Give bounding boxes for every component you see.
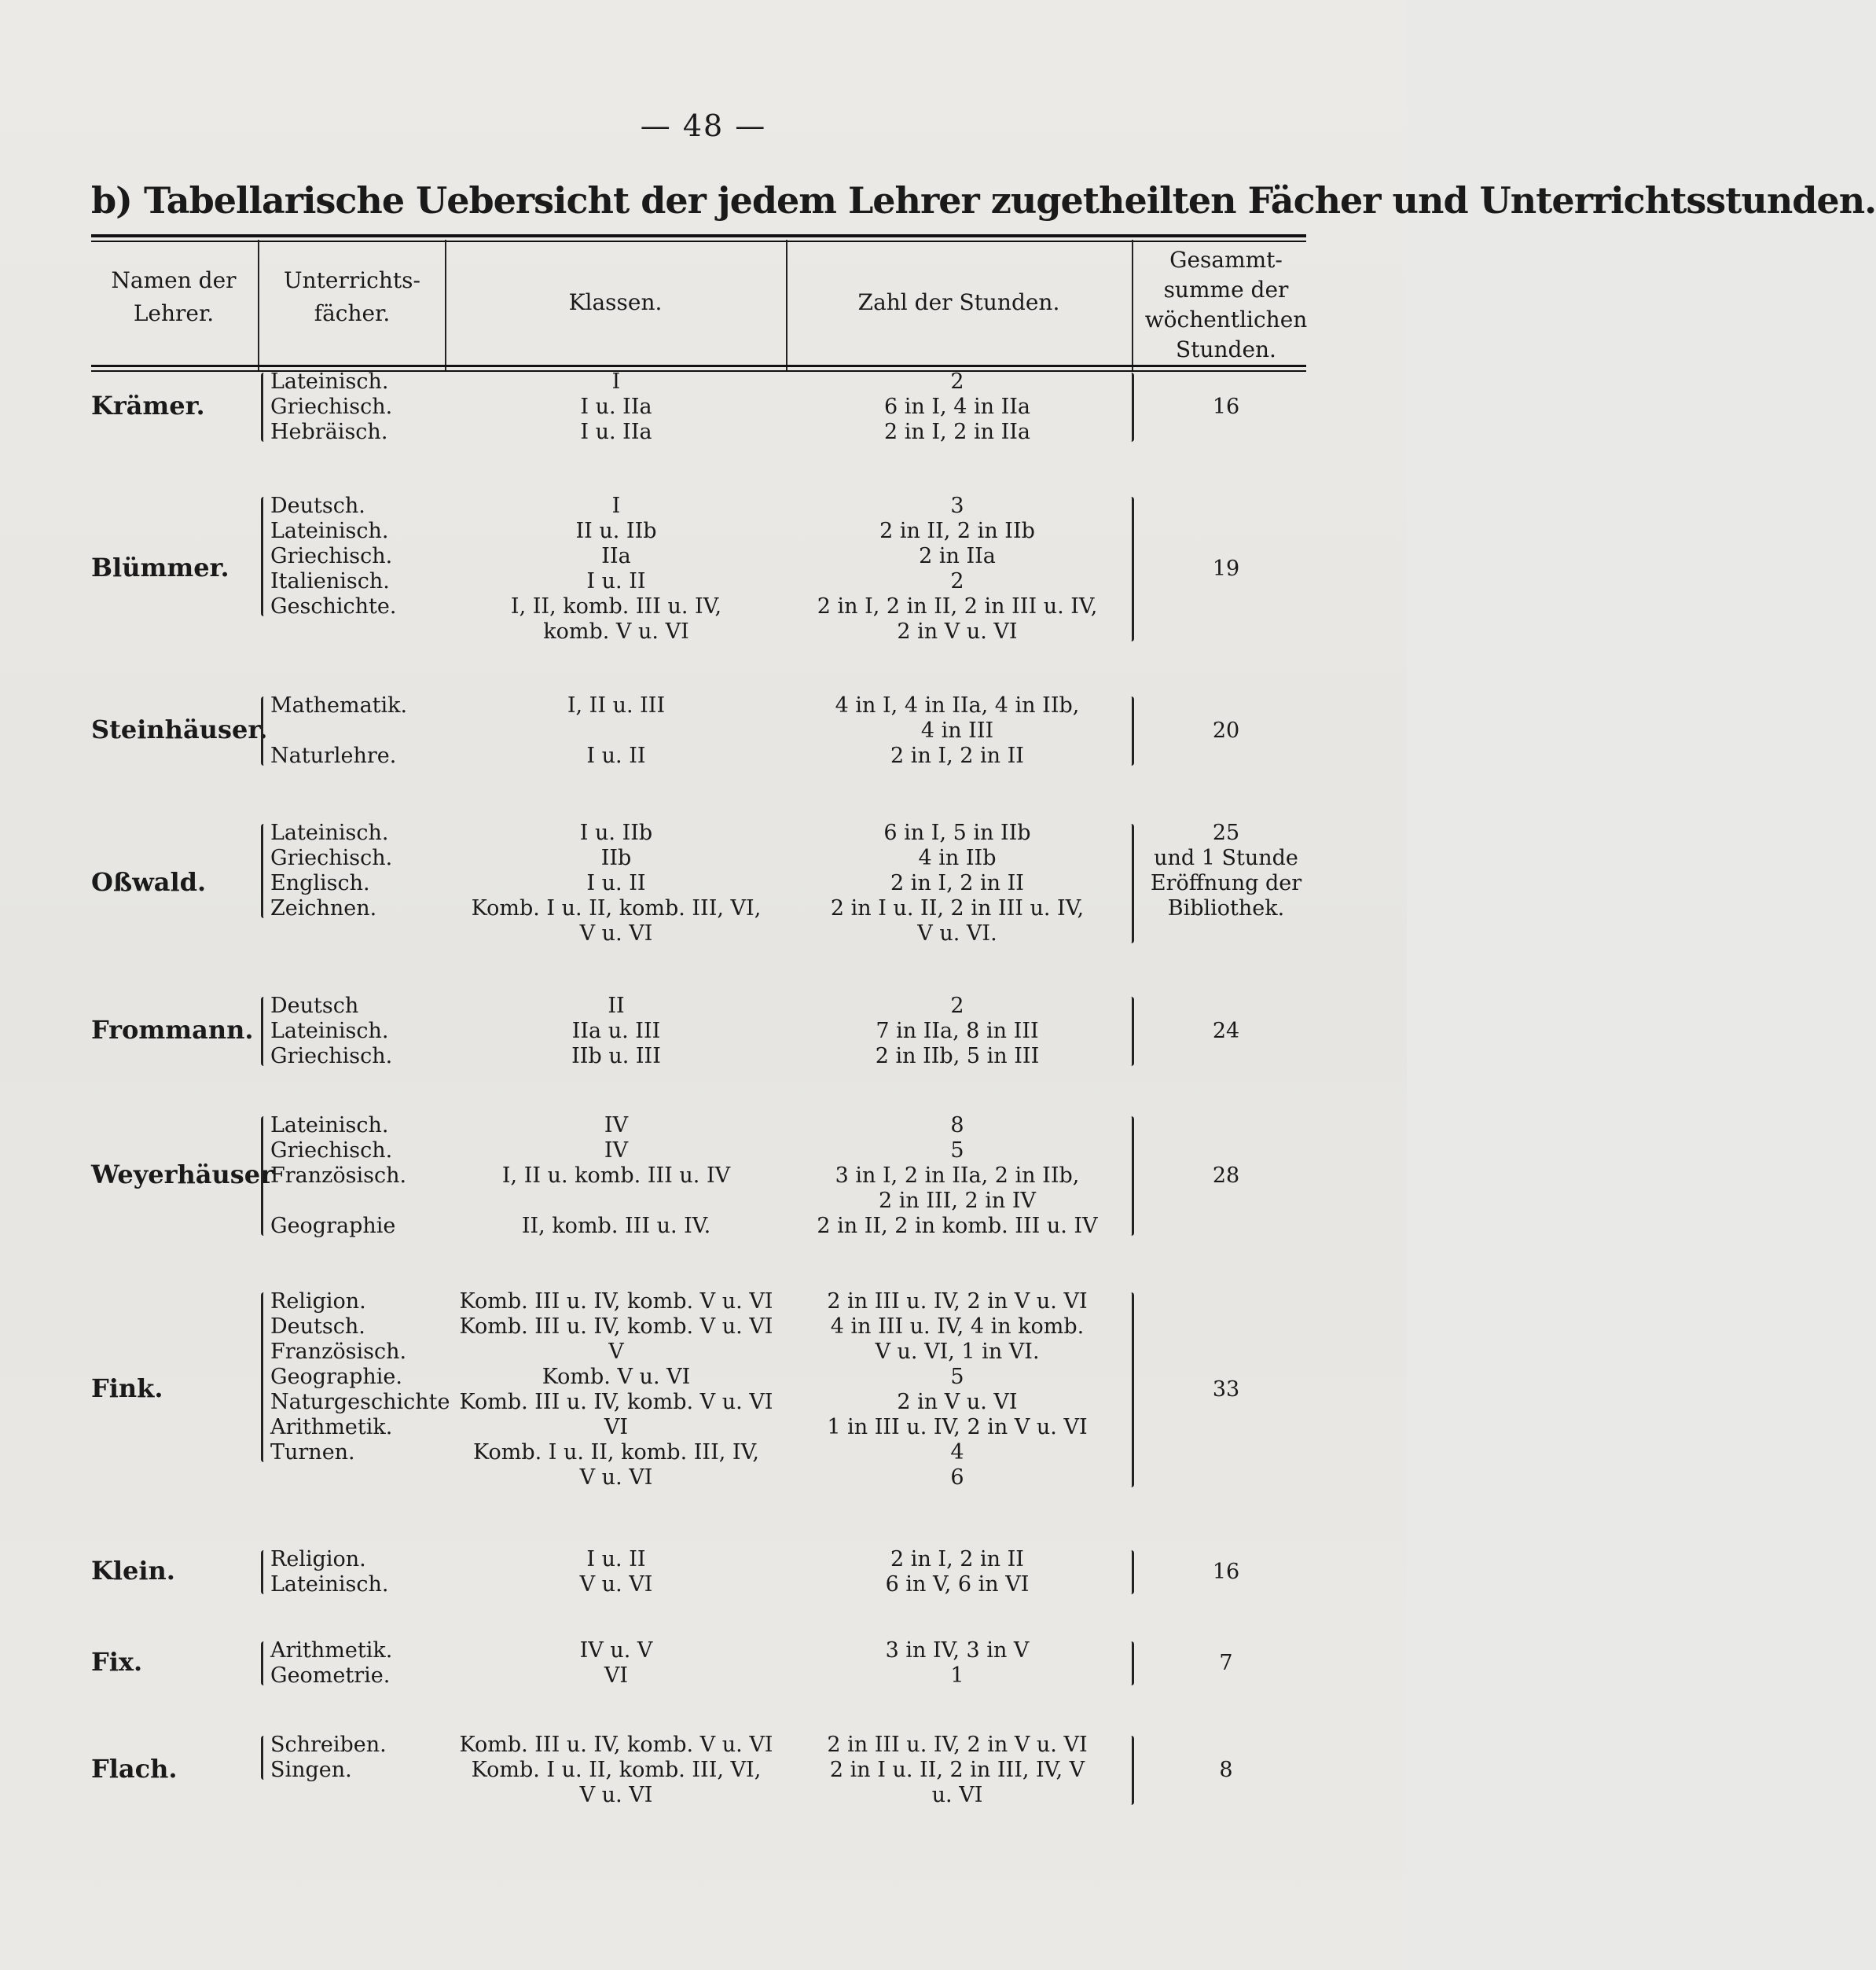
classes-cell: I u. IIa [580,395,652,419]
classes-cell: VI [604,1663,629,1688]
subject-cell: Lateinisch. [270,369,389,394]
header-rule [91,365,1306,367]
subject-cell: Schreiben. [270,1733,387,1757]
total-cell: 16 [1212,395,1240,419]
subject-brace [261,696,266,766]
classes-cell: V u. VI [579,1783,653,1807]
subject-cell: Religion. [270,1547,366,1571]
classes-cell: I u. II [586,1547,646,1571]
hours-cell: 5 [950,1138,964,1163]
total-brace [1129,1736,1134,1805]
subject-cell: Deutsch. [270,494,365,518]
classes-cell: IIa u. III [571,1019,661,1043]
hours-cell: 3 in IV, 3 in V [885,1638,1030,1663]
classes-cell: VI [604,1415,629,1439]
hours-cell: 2 in II, 2 in komb. III u. IV [817,1214,1098,1238]
subject-brace [261,1116,266,1236]
classes-cell: II [608,994,625,1018]
teacher-name: Krämer. [91,391,205,421]
total-cell: 7 [1219,1651,1233,1675]
classes-cell: IV [604,1113,629,1138]
subject-cell: Geographie. [270,1365,402,1389]
classes-cell: V [608,1340,624,1364]
total-cell: 28 [1212,1163,1240,1188]
classes-cell: II u. IIb [575,519,657,543]
teacher-name: Fix. [91,1647,143,1677]
classes-cell: komb. V u. VI [543,619,689,644]
total-cell: 25 [1212,821,1240,845]
classes-cell: IV u. V [579,1638,653,1663]
hours-cell: 2 in V u. VI [897,619,1018,644]
hours-cell: 1 [950,1663,964,1688]
teacher-name: Frommann. [91,1015,254,1045]
subject-cell: Französisch. [270,1340,407,1364]
classes-cell: Komb. III u. IV, komb. V u. VI [459,1314,773,1339]
subject-cell: Lateinisch. [270,1572,389,1597]
total-cell: 8 [1219,1758,1233,1782]
hours-cell: 2 in I u. II, 2 in III, IV, V [829,1758,1085,1782]
subject-cell: Griechisch. [270,846,393,870]
hours-cell: 6 [950,1465,964,1490]
subject-brace [261,373,266,442]
subject-cell: Lateinisch. [270,1019,389,1043]
title-rule-thin [91,241,1306,242]
classes-cell: Komb. III u. IV, komb. V u. VI [459,1733,773,1757]
header-name: Namen der Lehrer. [111,267,237,326]
hours-cell: 2 in I, 2 in II [890,1547,1024,1571]
hours-cell: 6 in I, 4 in IIa [884,395,1030,419]
classes-cell: IIb u. III [571,1044,661,1068]
hours-cell: 2 in V u. VI [897,1390,1018,1414]
hours-cell: 2 in I, 2 in II [890,871,1024,895]
classes-cell: Komb. I u. II, komb. III, IV, [473,1440,759,1465]
hours-cell: 2 in III u. IV, 2 in V u. VI [827,1289,1088,1314]
teacher-name: Weyerhäuser [91,1160,274,1189]
hours-cell: 7 in IIa, 8 in III [876,1019,1039,1043]
hours-cell: 4 in I, 4 in IIa, 4 in IIb, [835,693,1080,718]
total-cell: 33 [1212,1377,1240,1402]
hours-cell: V u. VI, 1 in VI. [875,1340,1040,1364]
total-brace [1129,1116,1134,1236]
subject-cell: Naturlehre. [270,744,397,768]
subject-cell: Lateinisch. [270,1113,389,1138]
total-brace [1129,1292,1134,1487]
header-classes: Klassen. [568,289,663,315]
classes-cell: I [611,494,621,518]
teacher-name: Klein. [91,1556,175,1586]
hours-cell: 2 in I, 2 in II, 2 in III u. IV, [817,594,1098,619]
teacher-name: Blümmer. [91,553,229,583]
subject-cell: Griechisch. [270,544,393,568]
hours-cell: 2 in III, 2 in IV [878,1189,1037,1213]
total-cell: Eröffnung der [1150,871,1302,895]
classes-cell: I, II, komb. III u. IV, [510,594,722,619]
total-brace [1129,1550,1134,1594]
subject-cell: Englisch. [270,871,370,895]
classes-cell: IIb [600,846,632,870]
subject-cell: Singen. [270,1758,352,1782]
subject-cell: Deutsch. [270,1314,365,1339]
classes-cell: I u. II [586,744,646,768]
classes-cell: Komb. I u. II, komb. III, VI, [471,896,762,921]
subject-cell: Geographie [270,1214,396,1238]
classes-cell: I u. IIb [579,821,653,845]
hours-cell: 2 in II, 2 in IIb [879,519,1035,543]
subject-brace [261,1550,266,1594]
total-cell: und 1 Stunde [1154,846,1298,870]
hours-cell: 2 in I, 2 in IIa [884,420,1030,444]
hours-cell: 2 in III u. IV, 2 in V u. VI [827,1733,1088,1757]
total-brace [1129,373,1134,442]
subject-brace [261,1736,266,1780]
hours-cell: 2 in I, 2 in II [890,744,1024,768]
hours-cell: 2 [950,569,964,594]
hours-cell: 2 in I u. II, 2 in III u. IV, [830,896,1085,921]
hours-cell: 3 in I, 2 in IIa, 2 in IIb, [835,1163,1080,1188]
subject-cell: Zeichnen. [270,896,377,921]
hours-cell: 2 in IIb, 5 in III [875,1044,1040,1068]
total-brace [1129,997,1134,1066]
subject-cell: Griechisch. [270,1138,393,1163]
title-rule [91,234,1306,237]
subject-cell: Italienisch. [270,569,390,594]
subject-cell: Hebräisch. [270,420,388,444]
hours-cell: 6 in I, 5 in IIb [883,821,1031,845]
page-number: — 48 — [640,108,767,143]
classes-cell: Komb. III u. IV, komb. V u. VI [459,1390,773,1414]
classes-cell: II, komb. III u. IV. [521,1214,711,1238]
subject-cell: Französisch. [270,1163,407,1188]
classes-cell: I u. II [586,569,646,594]
classes-cell: IIa [601,544,631,568]
header-hours: Zahl der Stunden. [857,289,1060,315]
classes-cell: V u. VI [579,1465,653,1490]
subject-cell: Religion. [270,1289,366,1314]
total-cell: 19 [1212,557,1240,581]
subject-cell: Arithmetik. [270,1415,393,1439]
subject-cell: Turnen. [270,1440,355,1465]
subject-brace [261,1641,266,1685]
header-subjects: Unterrichts- fächer. [284,267,420,326]
table-title: b) Tabellarische Uebersicht der jedem Lehrer zugetheilten Fächer und Unterrichtsstunden. [91,179,1876,222]
teacher-name: Flach. [91,1754,178,1784]
hours-cell: 4 [950,1440,964,1465]
total-brace [1129,824,1134,943]
hours-cell: 6 in V, 6 in VI [885,1572,1030,1597]
subject-brace [261,1292,266,1462]
classes-cell: V u. VI [579,1572,653,1597]
teacher-name: Fink. [91,1373,163,1403]
subject-cell: Lateinisch. [270,519,389,543]
subject-brace [261,997,266,1066]
total-brace [1129,696,1134,766]
classes-cell: I, II u. III [567,693,666,718]
hours-cell: 5 [950,1365,964,1389]
classes-cell: Komb. I u. II, komb. III, VI, [471,1758,762,1782]
hours-cell: 4 in III [920,719,994,743]
teacher-name: Oßwald. [91,867,207,897]
hours-cell: u. VI [931,1783,983,1807]
hours-cell: 2 [950,369,964,394]
subject-cell: Geschichte. [270,594,397,619]
teacher-name: Steinhäuser. [91,715,268,744]
hours-cell: 4 in III u. IV, 4 in komb. [830,1314,1085,1339]
hours-cell: 2 [950,994,964,1018]
total-cell: 16 [1212,1560,1240,1584]
hours-cell: 3 [950,494,964,518]
subject-cell: Naturgeschichte [270,1390,450,1414]
total-cell: 20 [1212,719,1240,743]
classes-cell: I u. II [586,871,646,895]
subject-cell: Mathematik. [270,693,408,718]
total-cell: Bibliothek. [1167,896,1285,921]
classes-cell: Komb. V u. VI [542,1365,691,1389]
subject-cell: Griechisch. [270,395,393,419]
subject-cell: Arithmetik. [270,1638,393,1663]
subject-cell: Geometrie. [270,1663,391,1688]
header-total: Gesammt- summe der wöchentlichen Stunden. [1144,247,1308,362]
hours-cell: 4 in IIb [918,846,997,870]
classes-cell: I u. IIa [580,420,652,444]
subject-brace [261,824,266,918]
hours-cell: 8 [950,1113,964,1138]
total-brace [1129,1641,1134,1685]
subject-cell: Griechisch. [270,1044,393,1068]
classes-cell: IV [604,1138,629,1163]
subject-brace [261,497,266,616]
classes-cell: V u. VI [579,921,653,946]
classes-cell: I [611,369,621,394]
hours-cell: V u. VI. [917,921,997,946]
classes-cell: I, II u. komb. III u. IV [501,1163,731,1188]
subject-cell: Deutsch [270,994,359,1018]
hours-cell: 2 in IIa [919,544,996,568]
total-cell: 24 [1212,1019,1240,1043]
total-brace [1129,497,1134,641]
subject-cell: Lateinisch. [270,821,389,845]
hours-cell: 1 in III u. IV, 2 in V u. VI [827,1415,1088,1439]
classes-cell: Komb. III u. IV, komb. V u. VI [459,1289,773,1314]
